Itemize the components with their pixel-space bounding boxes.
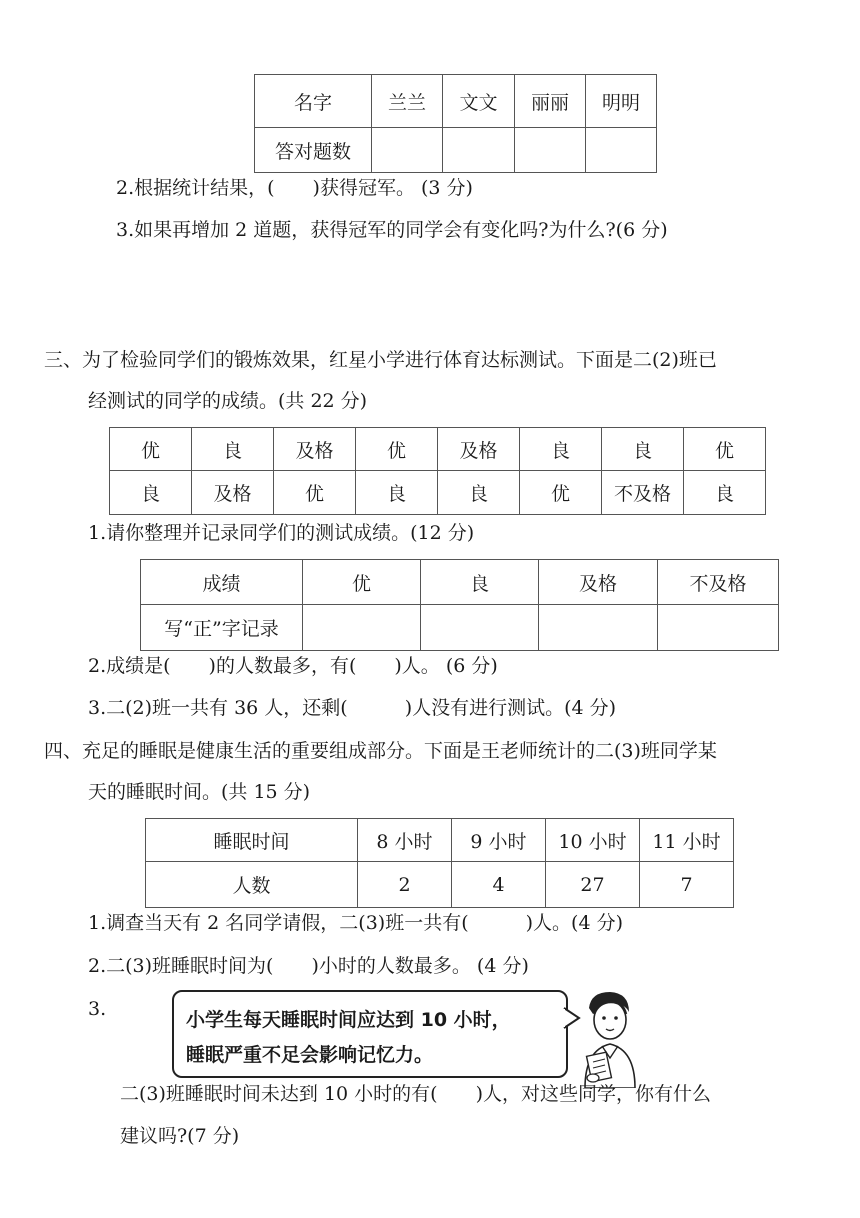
sleep-header: 10 小时 bbox=[546, 819, 640, 862]
grade-cell: 良 bbox=[356, 471, 438, 515]
tally-cell[interactable] bbox=[303, 605, 421, 651]
tally-cell[interactable] bbox=[421, 605, 539, 651]
sleep-count: 7 bbox=[640, 862, 734, 908]
question-3-3: 3.二(2)班一共有 36 人，还剩( )人没有进行测试。(4 分) bbox=[88, 697, 617, 719]
question-3-2: 2.成绩是( )的人数最多，有( )人。 (6 分) bbox=[88, 655, 498, 677]
header-mingming: 明明 bbox=[586, 75, 657, 128]
question-4-1: 1.调查当天有 2 名同学请假，二(3)班一共有( )人。(4 分) bbox=[88, 912, 623, 934]
tally-row-label: 写“正”字记录 bbox=[141, 605, 303, 651]
question-4-2: 2.二(3)班睡眠时间为( )小时的人数最多。 (4 分) bbox=[88, 955, 529, 977]
bubble-line-2: 睡眠严重不足会影响记忆力。 bbox=[186, 1044, 434, 1066]
section-4-title-line2: 天的睡眠时间。(共 15 分) bbox=[88, 781, 311, 803]
section-3-title-line2: 经测试的同学的成绩。(共 22 分) bbox=[88, 390, 368, 412]
grade-cell: 优 bbox=[684, 428, 766, 471]
section-3-title-line1: 三、为了检验同学们的锻炼效果，红星小学进行体育达标测试。下面是二(2)班已 bbox=[44, 349, 717, 371]
answer-cell[interactable] bbox=[515, 128, 586, 173]
question-4-3-number: 3. bbox=[88, 998, 107, 1020]
question-3-1: 1.请你整理并记录同学们的测试成绩。(12 分) bbox=[88, 522, 475, 544]
sleep-header: 11 小时 bbox=[640, 819, 734, 862]
question-4-3-line1: 二(3)班睡眠时间未达到 10 小时的有( )人，对这些同学，你有什么 bbox=[120, 1083, 711, 1105]
grade-cell: 优 bbox=[520, 471, 602, 515]
sleep-header: 9 小时 bbox=[452, 819, 546, 862]
bubble-line-1: 小学生每天睡眠时间应达到 10 小时， bbox=[186, 1009, 511, 1031]
sleep-count: 4 bbox=[452, 862, 546, 908]
grade-cell: 良 bbox=[192, 428, 274, 471]
grade-cell: 优 bbox=[274, 471, 356, 515]
header-lanlan: 兰兰 bbox=[372, 75, 443, 128]
grade-cell: 良 bbox=[520, 428, 602, 471]
grade-cell: 优 bbox=[356, 428, 438, 471]
grade-cell: 良 bbox=[110, 471, 192, 515]
question-2-3: 3.如果再增加 2 道题，获得冠军的同学会有变化吗?为什么?(6 分) bbox=[116, 219, 668, 241]
tally-table bbox=[140, 559, 779, 651]
grade-cell: 不及格 bbox=[602, 471, 684, 515]
tally-cell[interactable] bbox=[539, 605, 658, 651]
grade-cell: 良 bbox=[684, 471, 766, 515]
tally-header: 及格 bbox=[539, 560, 658, 605]
grades-table bbox=[109, 427, 766, 515]
sleep-table bbox=[145, 818, 734, 908]
teacher-illustration bbox=[555, 988, 645, 1088]
grade-cell: 良 bbox=[438, 471, 520, 515]
tally-header: 不及格 bbox=[658, 560, 779, 605]
tally-header: 良 bbox=[421, 560, 539, 605]
tally-cell[interactable] bbox=[658, 605, 779, 651]
sleep-count: 27 bbox=[546, 862, 640, 908]
sleep-count: 2 bbox=[358, 862, 452, 908]
grade-cell: 优 bbox=[110, 428, 192, 471]
grade-cell: 良 bbox=[602, 428, 684, 471]
header-wenwen: 文文 bbox=[443, 75, 515, 128]
row-label-correct: 答对题数 bbox=[255, 128, 372, 173]
grade-cell: 及格 bbox=[192, 471, 274, 515]
answer-cell[interactable] bbox=[443, 128, 515, 173]
sleep-row-label: 人数 bbox=[146, 862, 358, 908]
question-2-2: 2.根据统计结果，( )获得冠军。 (3 分) bbox=[116, 177, 473, 199]
grade-cell: 及格 bbox=[438, 428, 520, 471]
speech-bubble bbox=[172, 990, 568, 1078]
header-name: 名字 bbox=[255, 75, 372, 128]
answer-cell[interactable] bbox=[586, 128, 657, 173]
answer-cell[interactable] bbox=[372, 128, 443, 173]
sleep-header: 睡眠时间 bbox=[146, 819, 358, 862]
header-lili: 丽丽 bbox=[515, 75, 586, 128]
tally-header: 优 bbox=[303, 560, 421, 605]
answers-table bbox=[254, 74, 657, 173]
tally-header: 成绩 bbox=[141, 560, 303, 605]
grade-cell: 及格 bbox=[274, 428, 356, 471]
sleep-header: 8 小时 bbox=[358, 819, 452, 862]
question-4-3-line2: 建议吗?(7 分) bbox=[120, 1125, 240, 1147]
section-4-title-line1: 四、充足的睡眠是健康生活的重要组成部分。下面是王老师统计的二(3)班同学某 bbox=[44, 740, 717, 762]
